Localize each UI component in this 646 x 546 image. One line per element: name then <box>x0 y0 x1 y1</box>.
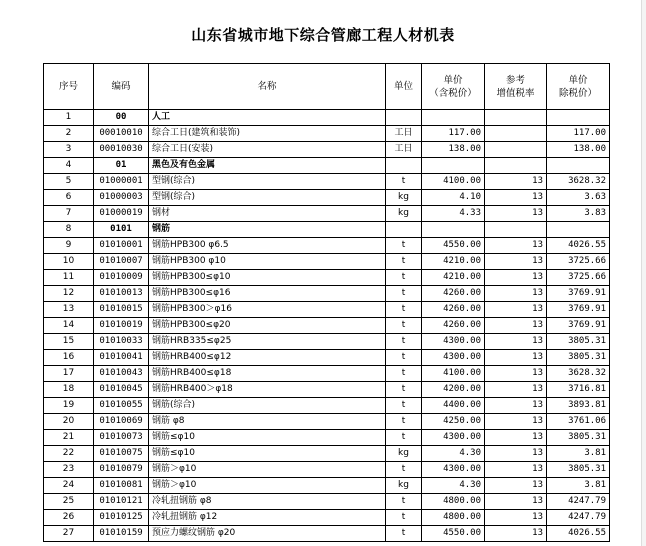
cell-price-excl-tax: 3628.32 <box>547 366 610 382</box>
cell-unit: t <box>386 526 422 542</box>
cell-seq: 8 <box>44 222 94 238</box>
cell-code: 01010079 <box>94 462 149 478</box>
cell-price-excl-tax: 3805.31 <box>547 350 610 366</box>
cell-unit: t <box>386 350 422 366</box>
cell-code: 01010015 <box>94 302 149 318</box>
cell-name: 冷轧扭钢筋 φ12 <box>149 510 386 526</box>
cell-price-excl-tax: 4247.79 <box>547 510 610 526</box>
cell-vat-rate <box>485 142 547 158</box>
cell-name: 综合工日(建筑和装饰) <box>149 126 386 142</box>
cell-price-excl-tax: 4247.79 <box>547 494 610 510</box>
cell-code: 01010013 <box>94 286 149 302</box>
cell-vat-rate: 13 <box>485 286 547 302</box>
cell-price-excl-tax: 3628.32 <box>547 174 610 190</box>
category-row <box>44 222 610 238</box>
table-row <box>44 190 610 206</box>
cell-price-incl-tax: 4550.00 <box>422 526 485 542</box>
cell-name: 钢筋HPB300＞φ16 <box>149 302 386 318</box>
cell-price-incl-tax: 4400.00 <box>422 398 485 414</box>
cell-price-excl-tax <box>547 222 610 238</box>
cell-unit: t <box>386 366 422 382</box>
category-row <box>44 110 610 126</box>
cell-unit: t <box>386 254 422 270</box>
cell-code: 0101 <box>94 222 149 238</box>
cell-vat-rate <box>485 222 547 238</box>
cell-seq: 24 <box>44 478 94 494</box>
cell-code: 01010073 <box>94 430 149 446</box>
cell-price-incl-tax: 4250.00 <box>422 414 485 430</box>
cell-unit: t <box>386 174 422 190</box>
cell-unit <box>386 110 422 126</box>
cell-vat-rate: 13 <box>485 446 547 462</box>
cell-code: 01010041 <box>94 350 149 366</box>
page-title: 山东省城市地下综合管廊工程人材机表 <box>191 26 455 44</box>
cell-price-incl-tax: 4300.00 <box>422 350 485 366</box>
cell-price-excl-tax <box>547 158 610 174</box>
cell-code: 01010159 <box>94 526 149 542</box>
table-row <box>44 254 610 270</box>
cell-name: 综合工日(安装) <box>149 142 386 158</box>
header-code: 编码 <box>94 64 149 110</box>
cell-vat-rate: 13 <box>485 270 547 286</box>
cell-code: 01010043 <box>94 366 149 382</box>
cell-name: 钢筋≤φ10 <box>149 446 386 462</box>
cell-price-incl-tax: 4800.00 <box>422 494 485 510</box>
table-row <box>44 270 610 286</box>
cell-price-excl-tax: 4026.55 <box>547 238 610 254</box>
cell-unit: 工日 <box>386 126 422 142</box>
cell-price-incl-tax <box>422 158 485 174</box>
cell-seq: 19 <box>44 398 94 414</box>
cell-name: 钢筋HPB300 φ6.5 <box>149 238 386 254</box>
category-row <box>44 158 610 174</box>
table-row <box>44 142 610 158</box>
cell-price-incl-tax: 4260.00 <box>422 286 485 302</box>
cell-name: 钢筋(综合) <box>149 398 386 414</box>
cell-price-excl-tax: 3.63 <box>547 190 610 206</box>
cell-code: 01010081 <box>94 478 149 494</box>
cell-vat-rate: 13 <box>485 254 547 270</box>
cell-seq: 4 <box>44 158 94 174</box>
cell-price-excl-tax: 3805.31 <box>547 334 610 350</box>
table-body <box>44 110 610 542</box>
header-price-incl-tax: 单价 （含税价） <box>422 64 485 110</box>
cell-seq: 15 <box>44 334 94 350</box>
cell-price-excl-tax: 3769.91 <box>547 318 610 334</box>
cell-seq: 11 <box>44 270 94 286</box>
cell-price-incl-tax: 4210.00 <box>422 270 485 286</box>
table-row <box>44 366 610 382</box>
cell-price-incl-tax: 4260.00 <box>422 302 485 318</box>
cell-code: 01010033 <box>94 334 149 350</box>
cell-name: 钢筋HPB300≤φ16 <box>149 286 386 302</box>
cell-vat-rate: 13 <box>485 526 547 542</box>
cell-name: 钢筋≤φ10 <box>149 430 386 446</box>
cell-code: 01010069 <box>94 414 149 430</box>
cell-unit <box>386 158 422 174</box>
cell-unit: kg <box>386 478 422 494</box>
table-row <box>44 318 610 334</box>
cell-name: 钢筋＞φ10 <box>149 478 386 494</box>
cell-name: 人工 <box>149 110 386 126</box>
table-row <box>44 350 610 366</box>
cell-name: 钢筋HRB400≤φ18 <box>149 366 386 382</box>
table-row <box>44 510 610 526</box>
cell-name: 钢筋HRB400≤φ12 <box>149 350 386 366</box>
cell-unit: t <box>386 382 422 398</box>
cell-price-incl-tax: 4210.00 <box>422 254 485 270</box>
cell-seq: 17 <box>44 366 94 382</box>
cell-vat-rate: 13 <box>485 366 547 382</box>
cell-name: 钢筋HRB335≤φ25 <box>149 334 386 350</box>
cell-price-incl-tax: 138.00 <box>422 142 485 158</box>
cell-code: 00010010 <box>94 126 149 142</box>
cell-price-incl-tax: 4800.00 <box>422 510 485 526</box>
header-unit: 单位 <box>386 64 422 110</box>
table-row <box>44 238 610 254</box>
cell-vat-rate: 13 <box>485 510 547 526</box>
cell-seq: 22 <box>44 446 94 462</box>
cell-price-excl-tax: 3805.31 <box>547 430 610 446</box>
cell-code: 01000019 <box>94 206 149 222</box>
cell-unit: t <box>386 494 422 510</box>
cell-code: 01010121 <box>94 494 149 510</box>
cell-unit <box>386 222 422 238</box>
cell-name: 钢筋HRB400＞φ18 <box>149 382 386 398</box>
cell-vat-rate: 13 <box>485 174 547 190</box>
cell-price-incl-tax: 4260.00 <box>422 318 485 334</box>
cell-price-incl-tax: 4200.00 <box>422 382 485 398</box>
cell-seq: 14 <box>44 318 94 334</box>
cell-vat-rate <box>485 158 547 174</box>
cell-name: 钢筋＞φ10 <box>149 462 386 478</box>
cell-vat-rate: 13 <box>485 318 547 334</box>
cell-price-excl-tax: 117.00 <box>547 126 610 142</box>
cell-price-incl-tax: 4.33 <box>422 206 485 222</box>
cell-name: 钢筋 φ8 <box>149 414 386 430</box>
cell-unit: t <box>386 334 422 350</box>
cell-code: 01010001 <box>94 238 149 254</box>
cell-seq: 5 <box>44 174 94 190</box>
materials-table <box>43 63 610 542</box>
cell-seq: 16 <box>44 350 94 366</box>
cell-price-excl-tax: 3769.91 <box>547 302 610 318</box>
table-row <box>44 174 610 190</box>
cell-seq: 12 <box>44 286 94 302</box>
cell-vat-rate <box>485 126 547 142</box>
cell-unit: t <box>386 398 422 414</box>
table-header-row <box>44 64 610 110</box>
table-row <box>44 414 610 430</box>
table-row <box>44 462 610 478</box>
cell-code: 01010075 <box>94 446 149 462</box>
cell-price-incl-tax <box>422 222 485 238</box>
cell-price-incl-tax: 4300.00 <box>422 462 485 478</box>
cell-price-incl-tax: 4.30 <box>422 478 485 494</box>
cell-vat-rate: 13 <box>485 238 547 254</box>
cell-vat-rate: 13 <box>485 334 547 350</box>
cell-unit: kg <box>386 446 422 462</box>
cell-price-excl-tax: 3893.81 <box>547 398 610 414</box>
cell-seq: 10 <box>44 254 94 270</box>
cell-vat-rate: 13 <box>485 478 547 494</box>
cell-price-excl-tax <box>547 110 610 126</box>
table-row <box>44 430 610 446</box>
cell-unit: 工日 <box>386 142 422 158</box>
cell-vat-rate: 13 <box>485 302 547 318</box>
table-row <box>44 206 610 222</box>
table-row <box>44 302 610 318</box>
cell-price-excl-tax: 3761.06 <box>547 414 610 430</box>
cell-name: 钢筋HPB300≤φ10 <box>149 270 386 286</box>
cell-code: 01010125 <box>94 510 149 526</box>
cell-price-incl-tax: 4300.00 <box>422 430 485 446</box>
page-edge <box>641 0 646 546</box>
cell-price-incl-tax: 4.10 <box>422 190 485 206</box>
cell-seq: 23 <box>44 462 94 478</box>
cell-name: 钢筋 <box>149 222 386 238</box>
cell-price-excl-tax: 3716.81 <box>547 382 610 398</box>
cell-code: 01 <box>94 158 149 174</box>
cell-vat-rate: 13 <box>485 430 547 446</box>
cell-price-incl-tax: 4100.00 <box>422 174 485 190</box>
header-vat-rate: 参考 增值税率 <box>485 64 547 110</box>
cell-name: 预应力螺纹钢筋 φ20 <box>149 526 386 542</box>
cell-code: 01010019 <box>94 318 149 334</box>
cell-price-incl-tax: 4550.00 <box>422 238 485 254</box>
cell-vat-rate: 13 <box>485 190 547 206</box>
cell-price-excl-tax: 3.83 <box>547 206 610 222</box>
table-row <box>44 478 610 494</box>
table-row <box>44 494 610 510</box>
cell-seq: 21 <box>44 430 94 446</box>
cell-code: 01000003 <box>94 190 149 206</box>
cell-code: 00 <box>94 110 149 126</box>
cell-price-excl-tax: 3725.66 <box>547 270 610 286</box>
cell-code: 01010045 <box>94 382 149 398</box>
cell-price-excl-tax: 3.81 <box>547 446 610 462</box>
table-row <box>44 446 610 462</box>
cell-unit: t <box>386 286 422 302</box>
cell-price-excl-tax: 138.00 <box>547 142 610 158</box>
cell-price-incl-tax: 117.00 <box>422 126 485 142</box>
cell-seq: 3 <box>44 142 94 158</box>
cell-seq: 9 <box>44 238 94 254</box>
cell-unit: kg <box>386 206 422 222</box>
cell-price-excl-tax: 3769.91 <box>547 286 610 302</box>
cell-code: 01010007 <box>94 254 149 270</box>
cell-seq: 2 <box>44 126 94 142</box>
cell-name: 钢筋HPB300≤φ20 <box>149 318 386 334</box>
cell-seq: 13 <box>44 302 94 318</box>
cell-price-incl-tax: 4100.00 <box>422 366 485 382</box>
cell-unit: t <box>386 462 422 478</box>
cell-unit: t <box>386 414 422 430</box>
cell-seq: 1 <box>44 110 94 126</box>
cell-seq: 25 <box>44 494 94 510</box>
cell-price-incl-tax: 4300.00 <box>422 334 485 350</box>
cell-price-incl-tax: 4.30 <box>422 446 485 462</box>
table-row <box>44 126 610 142</box>
cell-unit: t <box>386 430 422 446</box>
cell-price-excl-tax: 3725.66 <box>547 254 610 270</box>
cell-code: 00010030 <box>94 142 149 158</box>
cell-price-excl-tax: 3805.31 <box>547 462 610 478</box>
cell-seq: 6 <box>44 190 94 206</box>
header-name: 名称 <box>149 64 386 110</box>
cell-price-excl-tax: 4026.55 <box>547 526 610 542</box>
cell-unit: t <box>386 238 422 254</box>
header-seq: 序号 <box>44 64 94 110</box>
table-row <box>44 526 610 542</box>
cell-name: 黑色及有色金属 <box>149 158 386 174</box>
cell-price-incl-tax <box>422 110 485 126</box>
cell-unit: t <box>386 510 422 526</box>
cell-name: 钢材 <box>149 206 386 222</box>
cell-name: 型钢(综合) <box>149 174 386 190</box>
cell-vat-rate: 13 <box>485 206 547 222</box>
cell-seq: 7 <box>44 206 94 222</box>
cell-name: 冷轧扭钢筋 φ8 <box>149 494 386 510</box>
cell-code: 01000001 <box>94 174 149 190</box>
cell-name: 型钢(综合) <box>149 190 386 206</box>
cell-unit: t <box>386 302 422 318</box>
cell-code: 01010055 <box>94 398 149 414</box>
cell-price-excl-tax: 3.81 <box>547 478 610 494</box>
cell-code: 01010009 <box>94 270 149 286</box>
cell-vat-rate <box>485 110 547 126</box>
table-row <box>44 286 610 302</box>
cell-vat-rate: 13 <box>485 494 547 510</box>
cell-vat-rate: 13 <box>485 350 547 366</box>
cell-unit: t <box>386 270 422 286</box>
cell-vat-rate: 13 <box>485 382 547 398</box>
cell-vat-rate: 13 <box>485 398 547 414</box>
cell-unit: t <box>386 318 422 334</box>
cell-vat-rate: 13 <box>485 462 547 478</box>
cell-seq: 18 <box>44 382 94 398</box>
cell-name: 钢筋HPB300 φ10 <box>149 254 386 270</box>
cell-seq: 20 <box>44 414 94 430</box>
table-row <box>44 334 610 350</box>
header-price-excl-tax: 单价 除税价） <box>547 64 610 110</box>
table-row <box>44 382 610 398</box>
cell-vat-rate: 13 <box>485 414 547 430</box>
cell-seq: 26 <box>44 510 94 526</box>
cell-unit: kg <box>386 190 422 206</box>
cell-seq: 27 <box>44 526 94 542</box>
table-row <box>44 398 610 414</box>
